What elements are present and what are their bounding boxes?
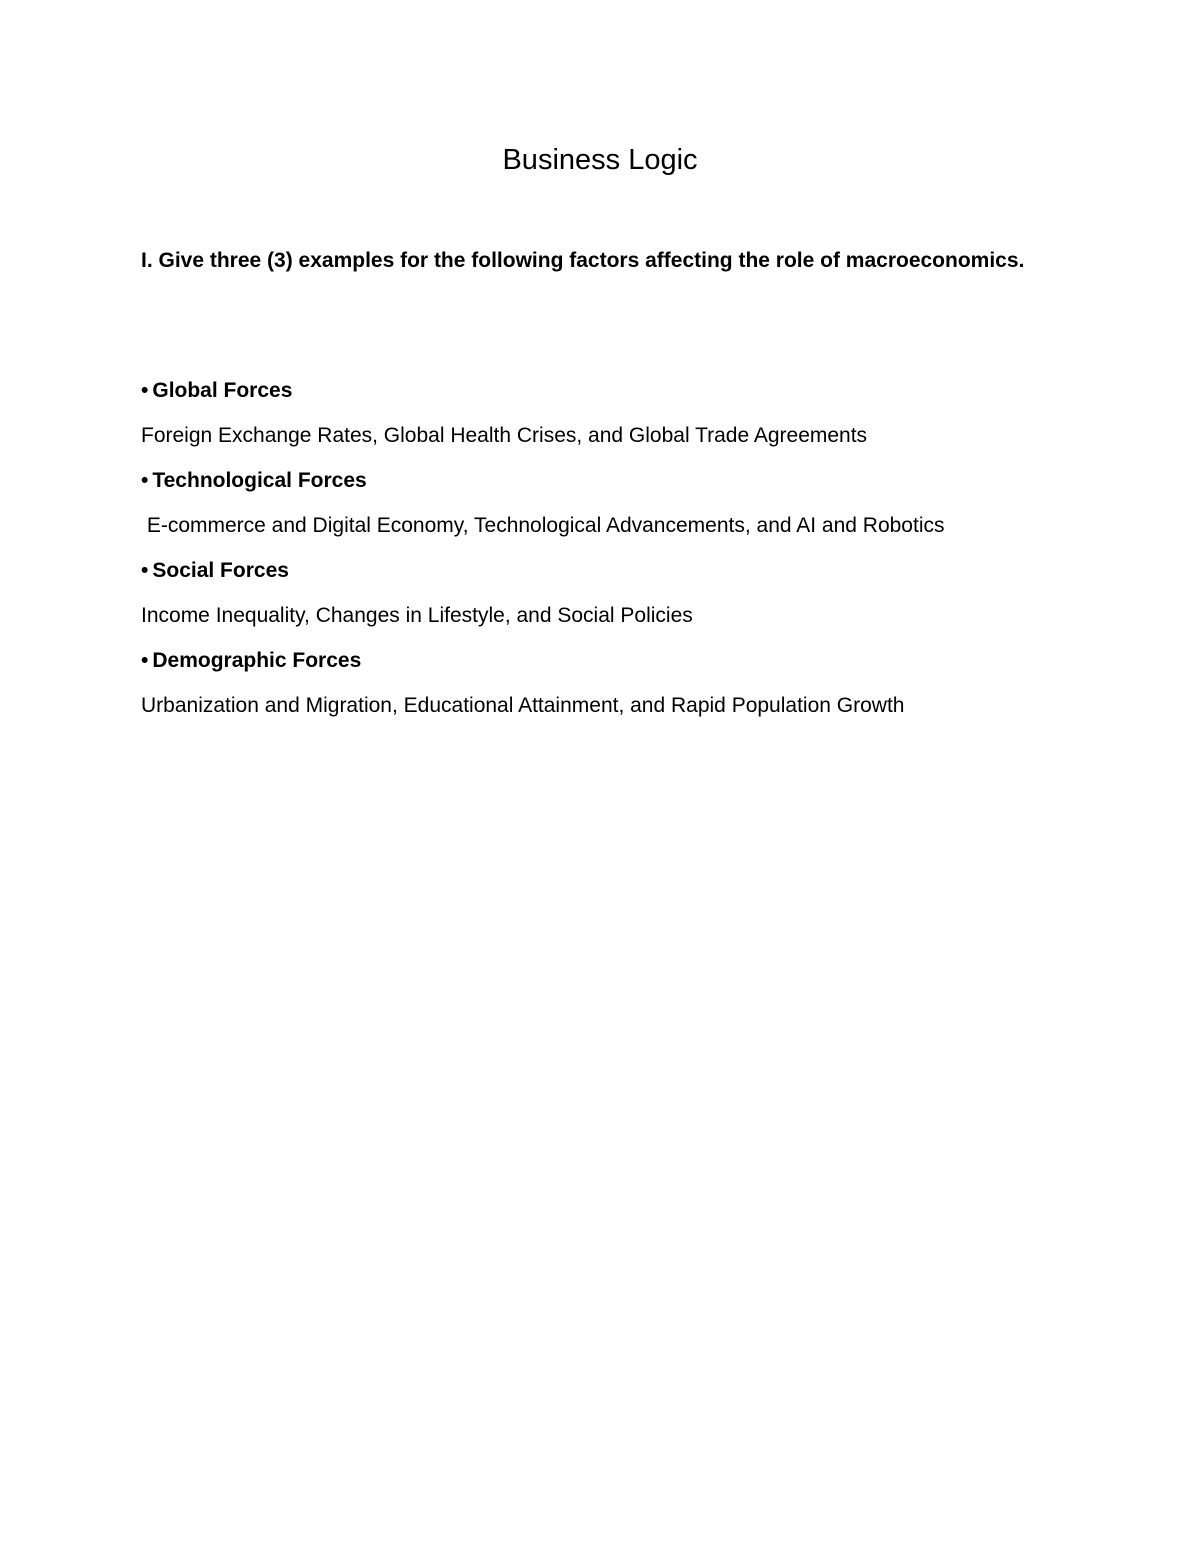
factor-examples: Income Inequality, Changes in Lifestyle, and Social Policies [141, 604, 693, 627]
factor-heading-label: Demographic Forces [152, 649, 362, 672]
factor-heading-label: Technological Forces [152, 469, 367, 492]
factor-heading [141, 368, 1101, 413]
factor-examples: E-commerce and Digital Economy, Technological Advancements, and AI and Robotics [141, 514, 945, 537]
factor-heading [141, 548, 1101, 593]
factor-item-global [141, 368, 1101, 458]
document-title: Business Logic [502, 144, 698, 176]
factor-heading-label: Global Forces [152, 379, 293, 402]
factor-heading [141, 458, 1101, 503]
bullet-icon: • [141, 559, 149, 582]
factor-item-technological [141, 458, 1101, 548]
factor-item-demographic [141, 638, 1101, 728]
factor-heading-label: Social Forces [152, 559, 289, 582]
factor-examples: Foreign Exchange Rates, Global Health Crises, and Global Trade Agreements [141, 424, 868, 447]
bullet-icon: • [141, 469, 149, 492]
factor-heading [141, 638, 1101, 683]
bullet-icon: • [141, 649, 149, 672]
bullet-icon: • [141, 379, 149, 402]
factor-item-social [141, 548, 1101, 638]
factor-examples: Urbanization and Migration, Educational Attainment, and Rapid Population Growth [141, 694, 905, 717]
question-prompt: I. Give three (3) examples for the following factors affecting the role of macroeconomics. [141, 249, 1025, 272]
factor-list [141, 368, 1101, 728]
